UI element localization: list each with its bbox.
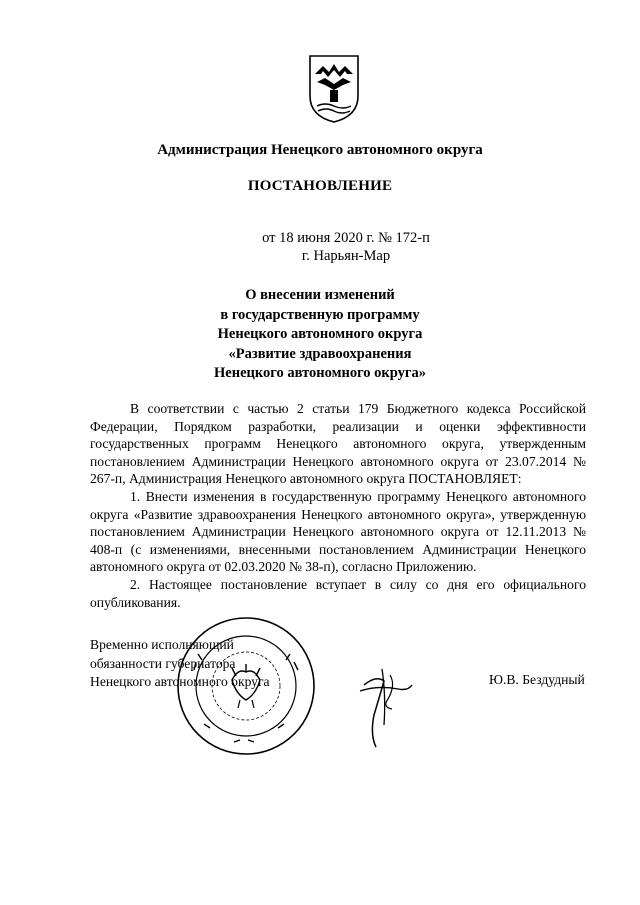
subject-line: в государственную программу bbox=[220, 306, 420, 323]
document-city: г. Нарьян-Мар bbox=[301, 248, 391, 264]
signatory-position-line: обязанности губернатора bbox=[90, 655, 236, 671]
signatory-position-line: Ненецкого автономного округа bbox=[90, 674, 270, 690]
subject-line: Ненецкого автономного округа» bbox=[214, 365, 426, 382]
subject-line: Ненецкого автономного округа bbox=[217, 326, 423, 343]
body-paragraph: 1. Внести изменения в государственную программу Ненецкого автономного округа «Развитие здравоохранения Ненецкого автономного округа», утвержденную постановлением Администрации Ненецкого автономного округа от 12.11.2013 № 408-п (с изменениями, внесенными постановлением Администрации Ненецкого автономного округа от 02.03.2020 № 38-п), согласно Приложению. bbox=[90, 488, 586, 575]
document-body bbox=[90, 400, 586, 611]
organization-title: Администрация Ненецкого автономного округа bbox=[157, 142, 483, 158]
coat-of-arms-emblem bbox=[307, 52, 361, 124]
body-paragraph: 2. Настоящее постановление вступает в силу со дня его официального опубликования. bbox=[90, 576, 586, 610]
body-paragraph: В соответствии с частью 2 статьи 179 Бюджетного кодекса Российской Федерации, Порядком разработки, реализации и оценки эффективности государственных программ Ненецкого автономного округа, утвержденным постановлением Администрации Ненецкого автономного округа от 23.07.2014 № 267-п, Администрация Ненецкого автономного округа ПОСТАНОВЛЯЕТ: bbox=[90, 401, 586, 487]
subject-line: О внесении изменений bbox=[245, 287, 395, 303]
handwritten-signature bbox=[356, 655, 416, 750]
signatory-name: Ю.В. Бездудный bbox=[489, 672, 585, 687]
signatory-position bbox=[90, 636, 270, 692]
subject-line: «Развитие здравоохранения bbox=[228, 345, 412, 362]
document-type-heading: ПОСТАНОВЛЕНИЕ bbox=[247, 178, 393, 194]
signatory-position-line: Временно исполняющий bbox=[90, 637, 234, 652]
document-subject bbox=[0, 286, 640, 384]
document-date-number: от 18 июня 2020 г. № 172-п bbox=[262, 230, 430, 246]
